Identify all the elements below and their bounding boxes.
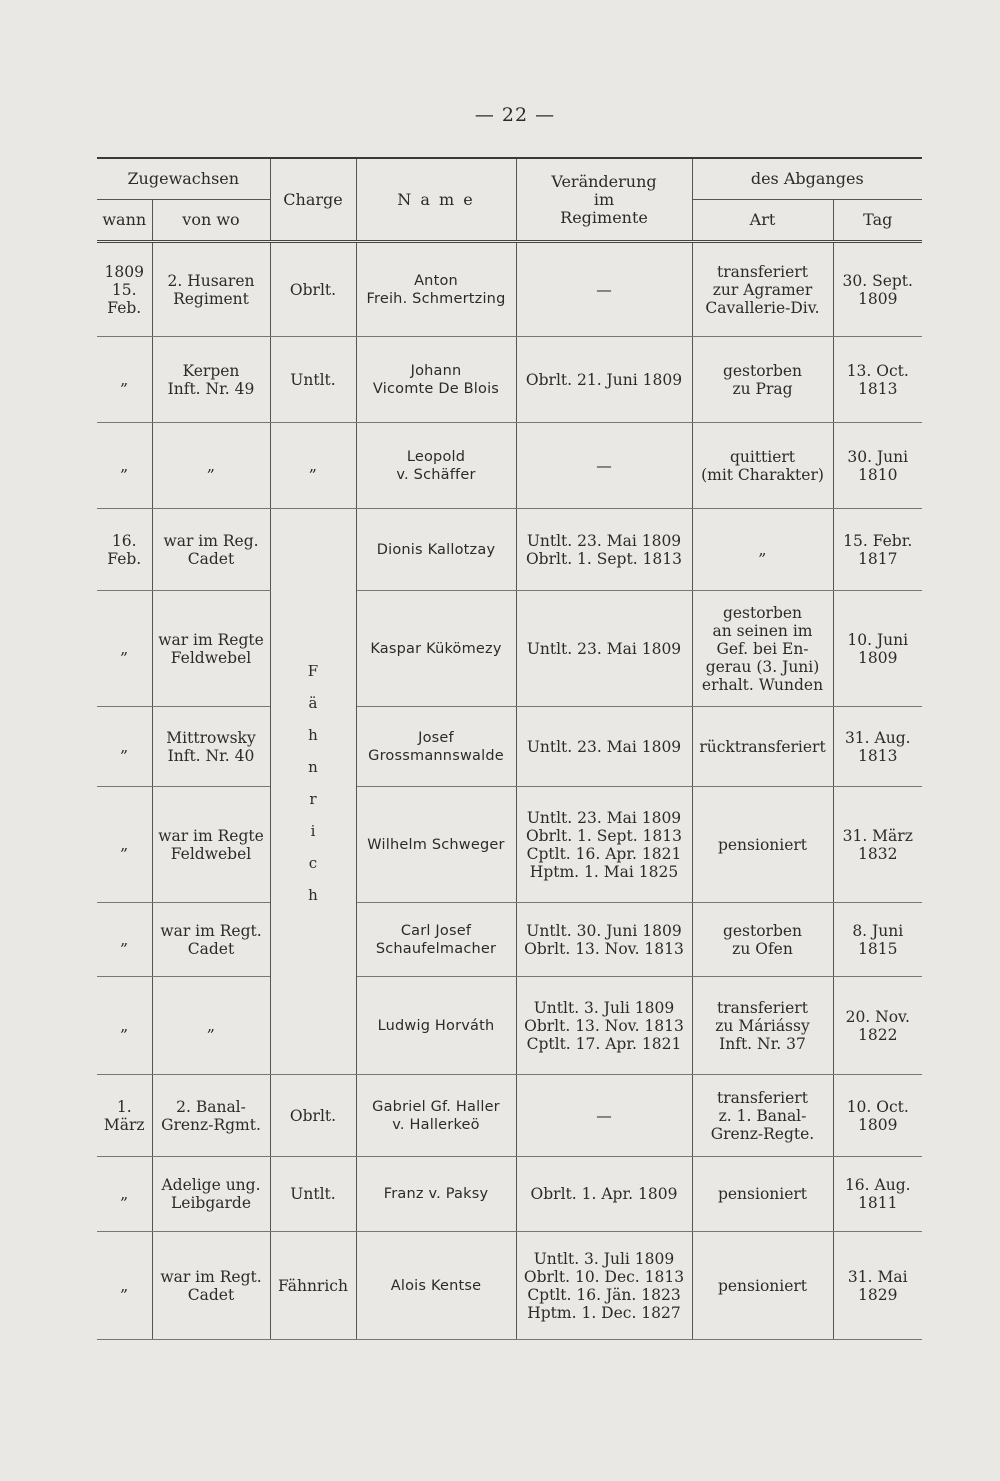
von-wo-cell: Kerpen Inft. Nr. 49 [152,337,270,423]
art-cell: transferiert zu Máriássy Inft. Nr. 37 [692,977,833,1075]
header-veraenderung: Veränderung im Regimente [516,158,692,242]
charge-cell: Untlt. [270,1157,356,1232]
art-cell: pensioniert [692,1157,833,1232]
von-wo-cell: war im Regte Feldwebel [152,591,270,707]
name-cell: Kaspar Kükömezy [356,591,516,707]
veraenderung-cell: Untlt. 30. Juni 1809 Obrlt. 13. Nov. 1813 [516,903,692,977]
name-cell: Anton Freih. Schmertzing [356,242,516,337]
charge-cell: „ [270,423,356,509]
table-row [97,1075,922,1157]
table-row [97,1232,922,1340]
tag-cell: 16. Aug. 1811 [833,1157,922,1232]
tag-cell: 8. Juni 1815 [833,903,922,977]
table-row [97,423,922,509]
name-cell: Wilhelm Schweger [356,787,516,903]
header-des-abganges: des Abganges [692,158,922,200]
charge-cell: Obrlt. [270,1075,356,1157]
header-tag: Tag [833,200,922,242]
von-wo-cell: war im Regt. Cadet [152,903,270,977]
veraenderung-cell: Obrlt. 21. Juni 1809 [516,337,692,423]
page-number: — 22 — [474,104,556,126]
tag-cell: 31. März 1832 [833,787,922,903]
von-wo-cell: „ [152,423,270,509]
von-wo-cell: „ [152,977,270,1075]
wann-cell: „ [97,977,152,1075]
art-cell: transferiert z. 1. Banal- Grenz-Regte. [692,1075,833,1157]
art-cell: transferiert zur Agramer Cavallerie-Div. [692,242,833,337]
von-wo-cell: 2. Husaren Regiment [152,242,270,337]
name-cell: Josef Grossmannswalde [356,707,516,787]
art-cell: quittiert (mit Charakter) [692,423,833,509]
table-row [97,787,922,903]
header-wann: wann [97,200,152,242]
von-wo-cell: Adelige ung. Leibgarde [152,1157,270,1232]
wann-cell: „ [97,591,152,707]
charge-cell: Obrlt. [270,242,356,337]
tag-cell: 13. Oct. 1813 [833,337,922,423]
veraenderung-cell: — [516,1075,692,1157]
header-row-1 [97,158,922,200]
wann-cell: „ [97,1157,152,1232]
name-cell: Gabriel Gf. Haller v. Hallerkeö [356,1075,516,1157]
wann-cell: „ [97,707,152,787]
header-charge: Charge [270,158,356,242]
table-row [97,707,922,787]
art-cell: pensioniert [692,1232,833,1340]
tag-cell: 31. Aug. 1813 [833,707,922,787]
name-cell: Carl Josef Schaufelmacher [356,903,516,977]
veraenderung-cell: — [516,423,692,509]
wann-cell: „ [97,1232,152,1340]
veraenderung-cell: Untlt. 3. Juli 1809 Obrlt. 10. Dec. 1813 Cptlt. 16. Jän. 1823 Hptm. 1. Dec. 1827 [516,1232,692,1340]
von-wo-cell: 2. Banal- Grenz-Rgmt. [152,1075,270,1157]
tag-cell: 15. Febr. 1817 [833,509,922,591]
table-row [97,591,922,707]
name-cell: Franz v. Paksy [356,1157,516,1232]
name-cell: Alois Kentse [356,1232,516,1340]
officer-register-table [97,157,922,1340]
art-cell: gestorben zu Ofen [692,903,833,977]
table-row [97,337,922,423]
header-von-wo: von wo [152,200,270,242]
name-cell: Dionis Kallotzay [356,509,516,591]
name-cell: Leopold v. Schäffer [356,423,516,509]
charge-cell: Fähnrich [270,1232,356,1340]
table-row [97,242,922,337]
header-name: N a m e [356,158,516,242]
tag-cell: 31. Mai 1829 [833,1232,922,1340]
veraenderung-cell: Untlt. 23. Mai 1809 [516,707,692,787]
table-row [97,903,922,977]
header-art: Art [692,200,833,242]
register-body [97,242,922,1340]
von-wo-cell: war im Regt. Cadet [152,1232,270,1340]
wann-cell: 1809 15. Feb. [97,242,152,337]
art-cell: gestorben an seinen im Gef. bei En- gerau (3. Juni) erhalt. Wunden [692,591,833,707]
tag-cell: 30. Sept. 1809 [833,242,922,337]
table-row [97,977,922,1075]
name-cell: Johann Vicomte De Blois [356,337,516,423]
wann-cell: „ [97,337,152,423]
name-cell: Ludwig Horváth [356,977,516,1075]
tag-cell: 10. Juni 1809 [833,591,922,707]
veraenderung-cell: Obrlt. 1. Apr. 1809 [516,1157,692,1232]
wann-cell: „ [97,903,152,977]
art-cell: pensioniert [692,787,833,903]
wann-cell: 16. Feb. [97,509,152,591]
veraenderung-cell: Untlt. 23. Mai 1809 Obrlt. 1. Sept. 1813 [516,509,692,591]
veraenderung-cell: — [516,242,692,337]
veraenderung-cell: Untlt. 23. Mai 1809 Obrlt. 1. Sept. 1813 Cptlt. 16. Apr. 1821 Hptm. 1. Mai 1825 [516,787,692,903]
charge-group-label: Fähnrich [304,661,322,918]
tag-cell: 30. Juni 1810 [833,423,922,509]
von-wo-cell: war im Reg. Cadet [152,509,270,591]
art-cell: rücktransferiert [692,707,833,787]
charge-cell: Untlt. [270,337,356,423]
veraenderung-cell: Untlt. 23. Mai 1809 [516,591,692,707]
wann-cell: „ [97,423,152,509]
von-wo-cell: war im Regte Feldwebel [152,787,270,903]
tag-cell: 10. Oct. 1809 [833,1075,922,1157]
art-cell: gestorben zu Prag [692,337,833,423]
art-cell: „ [692,509,833,591]
table-row [97,509,922,591]
header-zugewachsen: Zugewachsen [97,158,270,200]
table-row [97,1157,922,1232]
wann-cell: 1. März [97,1075,152,1157]
veraenderung-cell: Untlt. 3. Juli 1809 Obrlt. 13. Nov. 1813 Cptlt. 17. Apr. 1821 [516,977,692,1075]
wann-cell: „ [97,787,152,903]
tag-cell: 20. Nov. 1822 [833,977,922,1075]
von-wo-cell: Mittrowsky Inft. Nr. 40 [152,707,270,787]
charge-group-cell [270,509,356,1075]
